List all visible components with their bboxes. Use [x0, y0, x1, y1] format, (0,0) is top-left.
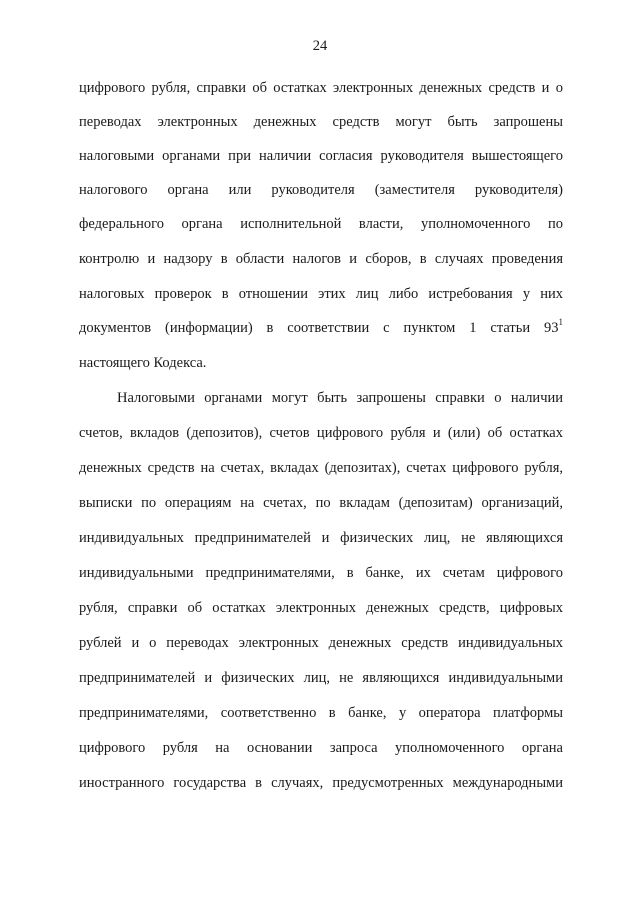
paragraph-2-line-10: предпринимателями, соответственно в банке, у оператора платформы [79, 705, 563, 721]
paragraph-2-line-4: выписки по операциям на счетах, по вкладам (депозитам) организаций, [79, 495, 563, 511]
paragraph-1-line-8 [79, 319, 563, 337]
paragraph-2-line-11: цифрового рубля на основании запроса уполномоченного органа [79, 740, 563, 756]
paragraph-1-line-6: контролю и надзору в области налогов и сборов, в случаях проведения [79, 251, 563, 267]
paragraph-2-line-12: иностранного государства в случаях, предусмотренных международными [79, 775, 563, 791]
page-number: 24 [312, 38, 328, 54]
paragraph-2-line-3: денежных средств на счетах, вкладах (депозитах), счетах цифрового рубля, [79, 460, 563, 476]
paragraph-2-line-8: рублей и о переводах электронных денежных средств индивидуальных [79, 635, 563, 651]
paragraph-1-line-3: налоговыми органами при наличии согласия руководителя вышестоящего [79, 148, 563, 164]
paragraph-1-line-2: переводах электронных денежных средств могут быть запрошены [79, 114, 563, 130]
paragraph-1-line-8-text: документов (информации) в соответствии с пунктом 1 статьи 93 [79, 320, 559, 336]
paragraph-2-line-9: предпринимателей и физических лиц, не являющихся индивидуальными [79, 670, 563, 686]
paragraph-2-line-7: рубля, справки об остатках электронных денежных средств, цифровых [79, 600, 563, 616]
paragraph-2-line-6: индивидуальными предпринимателями, в банке, их счетам цифрового [79, 565, 563, 581]
paragraph-1-line-4: налогового органа или руководителя (заместителя руководителя) [79, 182, 563, 198]
paragraph-2-line-2: счетов, вкладов (депозитов), счетов цифрового рубля и (или) об остатках [79, 425, 563, 441]
paragraph-1-line-1: цифрового рубля, справки об остатках электронных денежных средств и о [79, 80, 563, 96]
paragraph-2-line-5: индивидуальных предпринимателей и физических лиц, не являющихся [79, 530, 563, 546]
paragraph-1-line-7: налоговых проверок в отношении этих лиц либо истребования у них [79, 286, 563, 302]
article-superscript: 1 [558, 317, 563, 328]
paragraph-2-line-1: Налоговыми органами могут быть запрошены справки о наличии [117, 390, 563, 406]
paragraph-1-last-line: настоящего Кодекса. [79, 355, 207, 371]
paragraph-1-line-5: федерального органа исполнительной власти, уполномоченного по [79, 216, 563, 232]
